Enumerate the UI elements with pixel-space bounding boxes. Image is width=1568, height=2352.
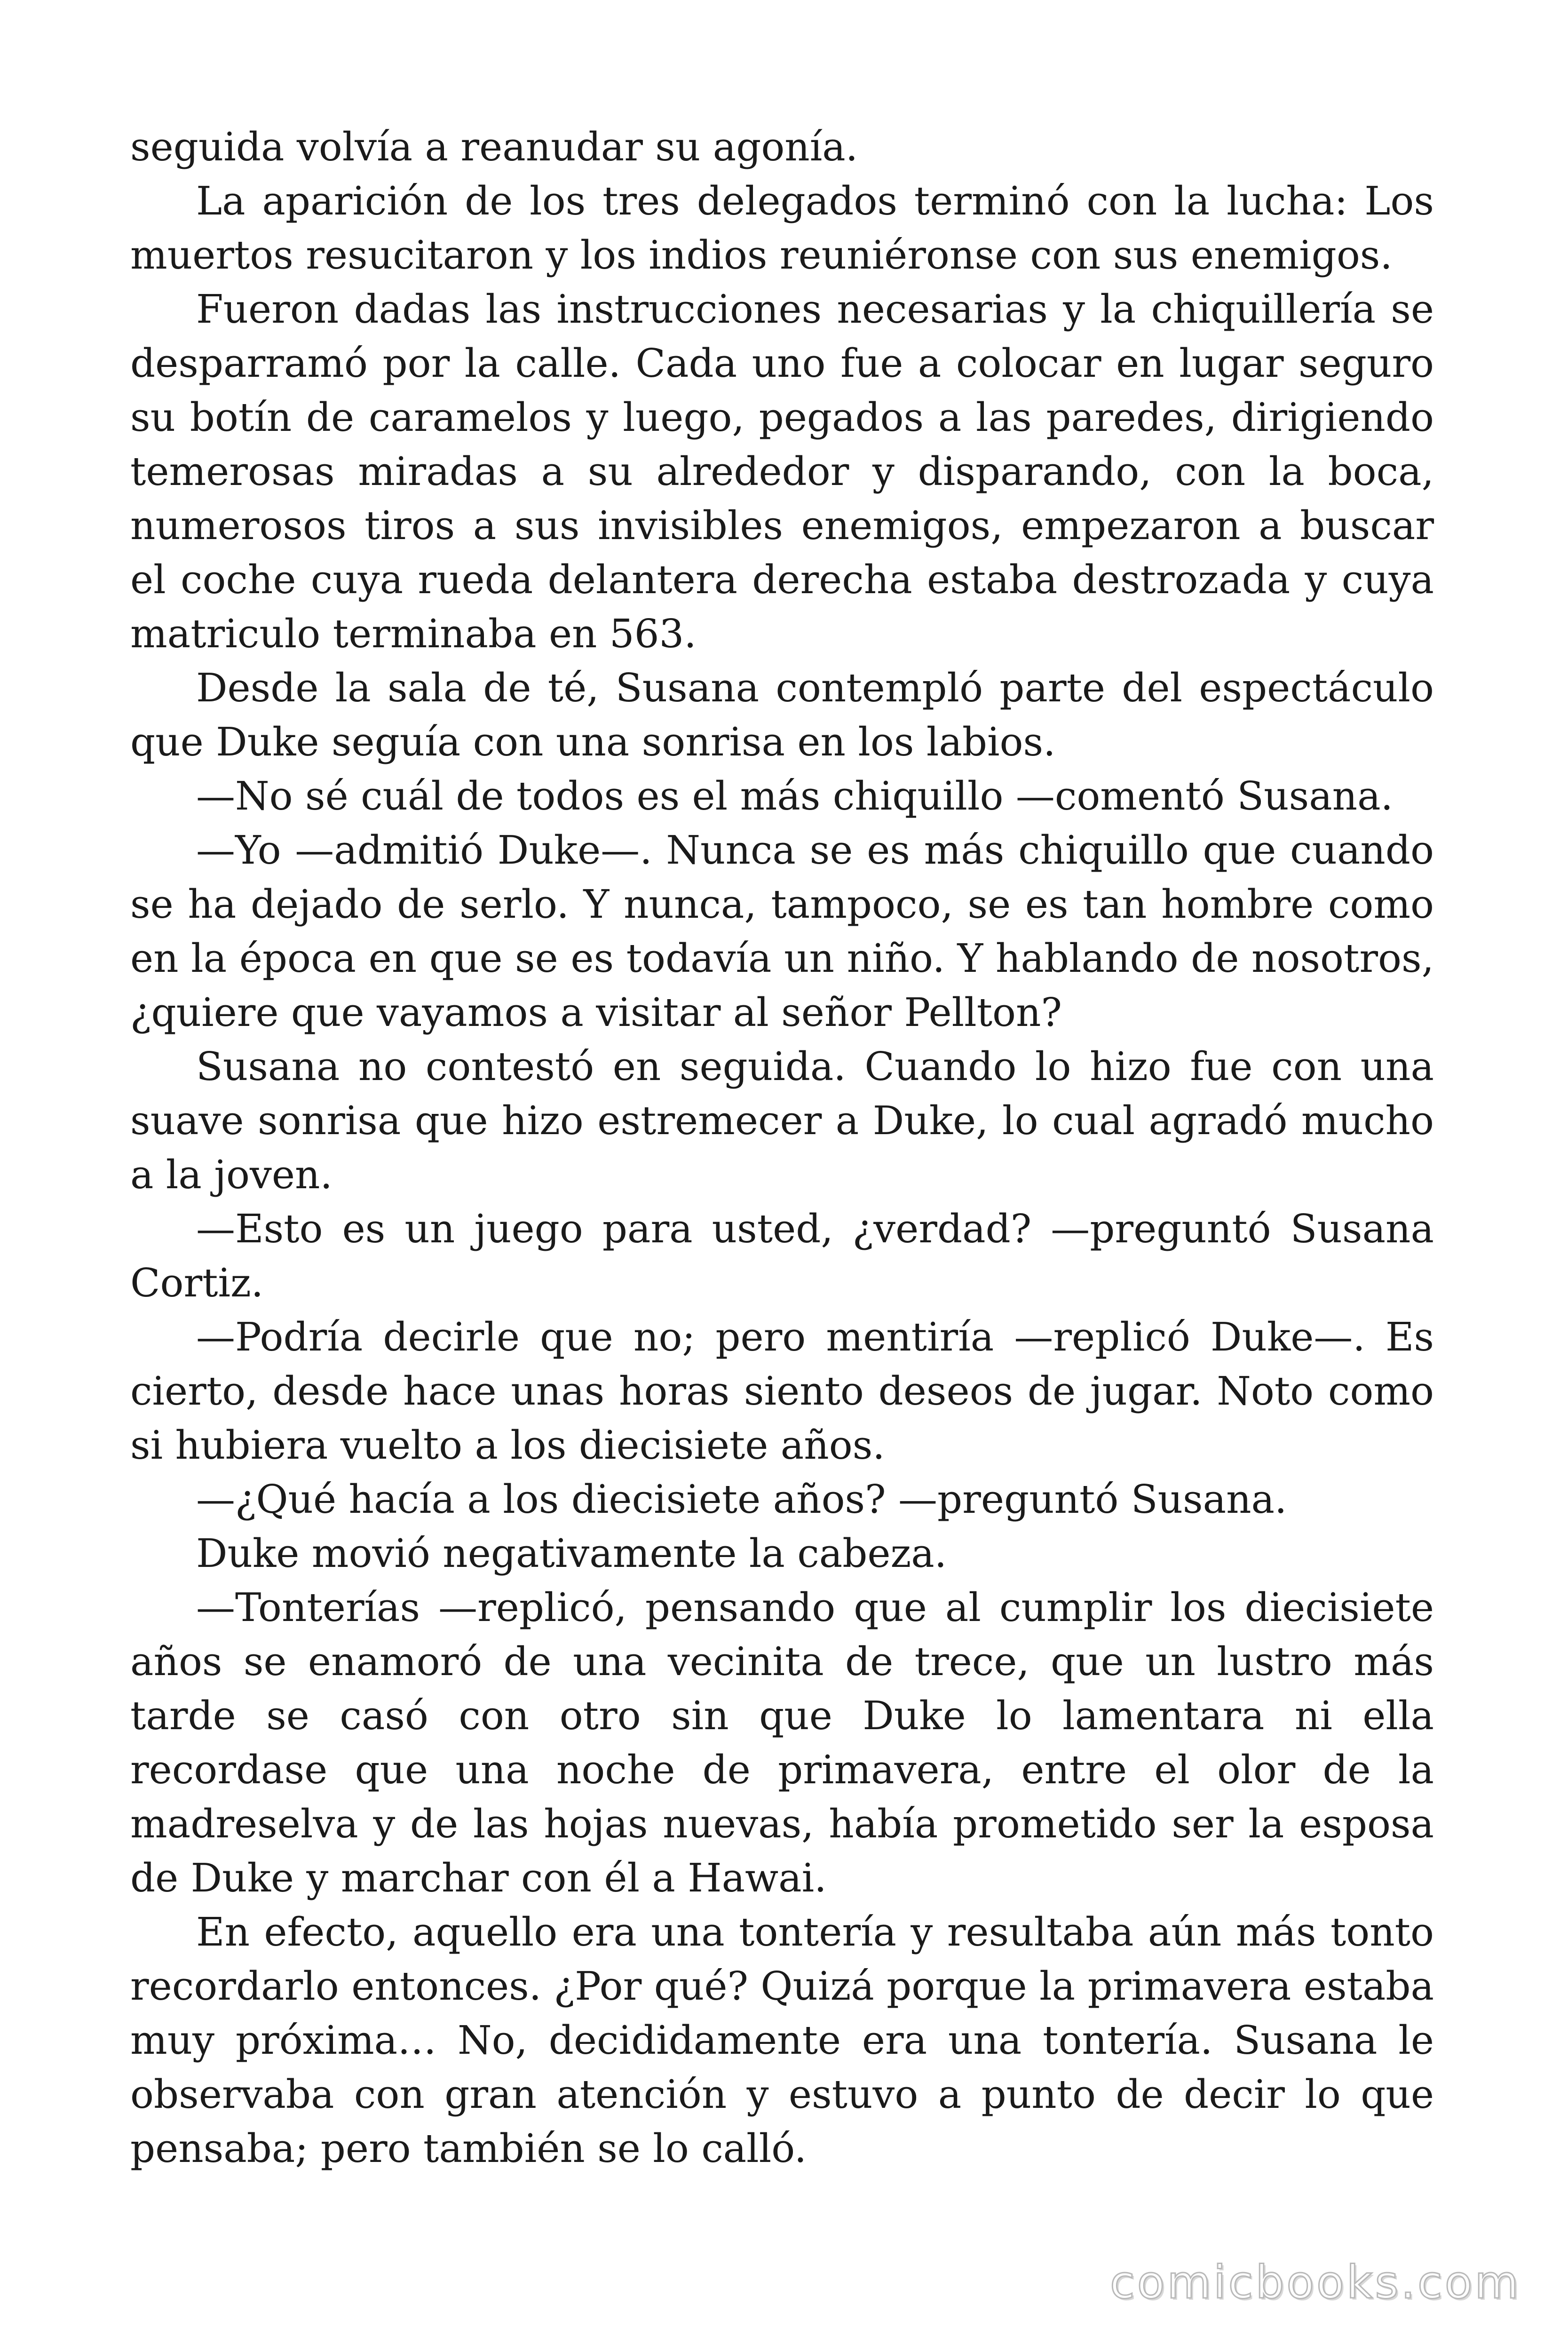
page-body-text: [130, 120, 1434, 2176]
paragraph-8: —Esto es un juego para usted, ¿verdad? —preguntó Susana Cortiz.: [130, 1206, 1434, 1306]
paragraph-6: —Yo —admitió Duke—. Nunca se es más chiquillo que cuando se ha dejado de serlo. Y nunca, tampoco, se es tan hombre como en la época en que se es todavía un niño. Y hablando de nosotros, ¿quiere que vayamos a visitar al señor Pellton?: [130, 827, 1434, 1035]
paragraph-13: En efecto, aquello era una tontería y resultaba aún más tonto recordarlo entonces. ¿Por qué? Quizá porque la primavera estaba muy próxima… No, decididamente era una tontería. Susana le observaba con gran atención y estuvo a punto de decir lo que pensaba; pero también se lo calló.: [130, 1909, 1434, 2171]
paragraph-9: —Podría decirle que no; pero mentiría —replicó Duke—. Es cierto, desde hace unas horas siento deseos de jugar. Noto como si hubiera vuelto a los diecisiete años.: [130, 1314, 1434, 1468]
paragraph-10: —¿Qué hacía a los diecisiete años? —preguntó Susana.: [196, 1477, 1287, 1522]
paragraph-7: Susana no contestó en seguida. Cuando lo hizo fue con una suave sonrisa que hizo estremecer a Duke, lo cual agradó mucho a la joven.: [130, 1044, 1434, 1198]
paragraph-4: Desde la sala de té, Susana contempló parte del espectáculo que Duke seguía con una sonrisa en los labios.: [130, 665, 1434, 765]
watermark-text: comicbooks.com: [1109, 2256, 1521, 2309]
paragraph-12: —Tonterías —replicó, pensando que al cumplir los diecisiete años se enamoró de una vecinita de trece, que un lustro más tarde se casó con otro sin que Duke lo lamentara ni ella recordase que una noche de primavera, entre el olor de la madreselva y de las hojas nuevas, había prometido ser la esposa de Duke y marchar con él a Hawai.: [130, 1585, 1434, 1901]
paragraph-3: Fueron dadas las instrucciones necesarias y la chiquillería se desparramó por la calle. Cada uno fue a colocar en lugar seguro su botín de caramelos y luego, pegados a las paredes, dirigiendo temerosas miradas a su alrededor y disparando, con la boca, numerosos tiros a sus invisibles enemigos, empezaron a buscar el coche cuya rueda delantera derecha estaba destrozada y cuya matriculo terminaba en 563.: [130, 286, 1434, 657]
paragraph-11: Duke movió negativamente la cabeza.: [196, 1531, 947, 1576]
paragraph-2: La aparición de los tres delegados terminó con la lucha: Los muertos resucitaron y los indios reuniéronse con sus enemigos.: [130, 178, 1434, 278]
paragraph-1: seguida volvía a reanudar su agonía.: [130, 124, 858, 170]
paragraph-5: —No sé cuál de todos es el más chiquillo —comentó Susana.: [196, 773, 1393, 819]
